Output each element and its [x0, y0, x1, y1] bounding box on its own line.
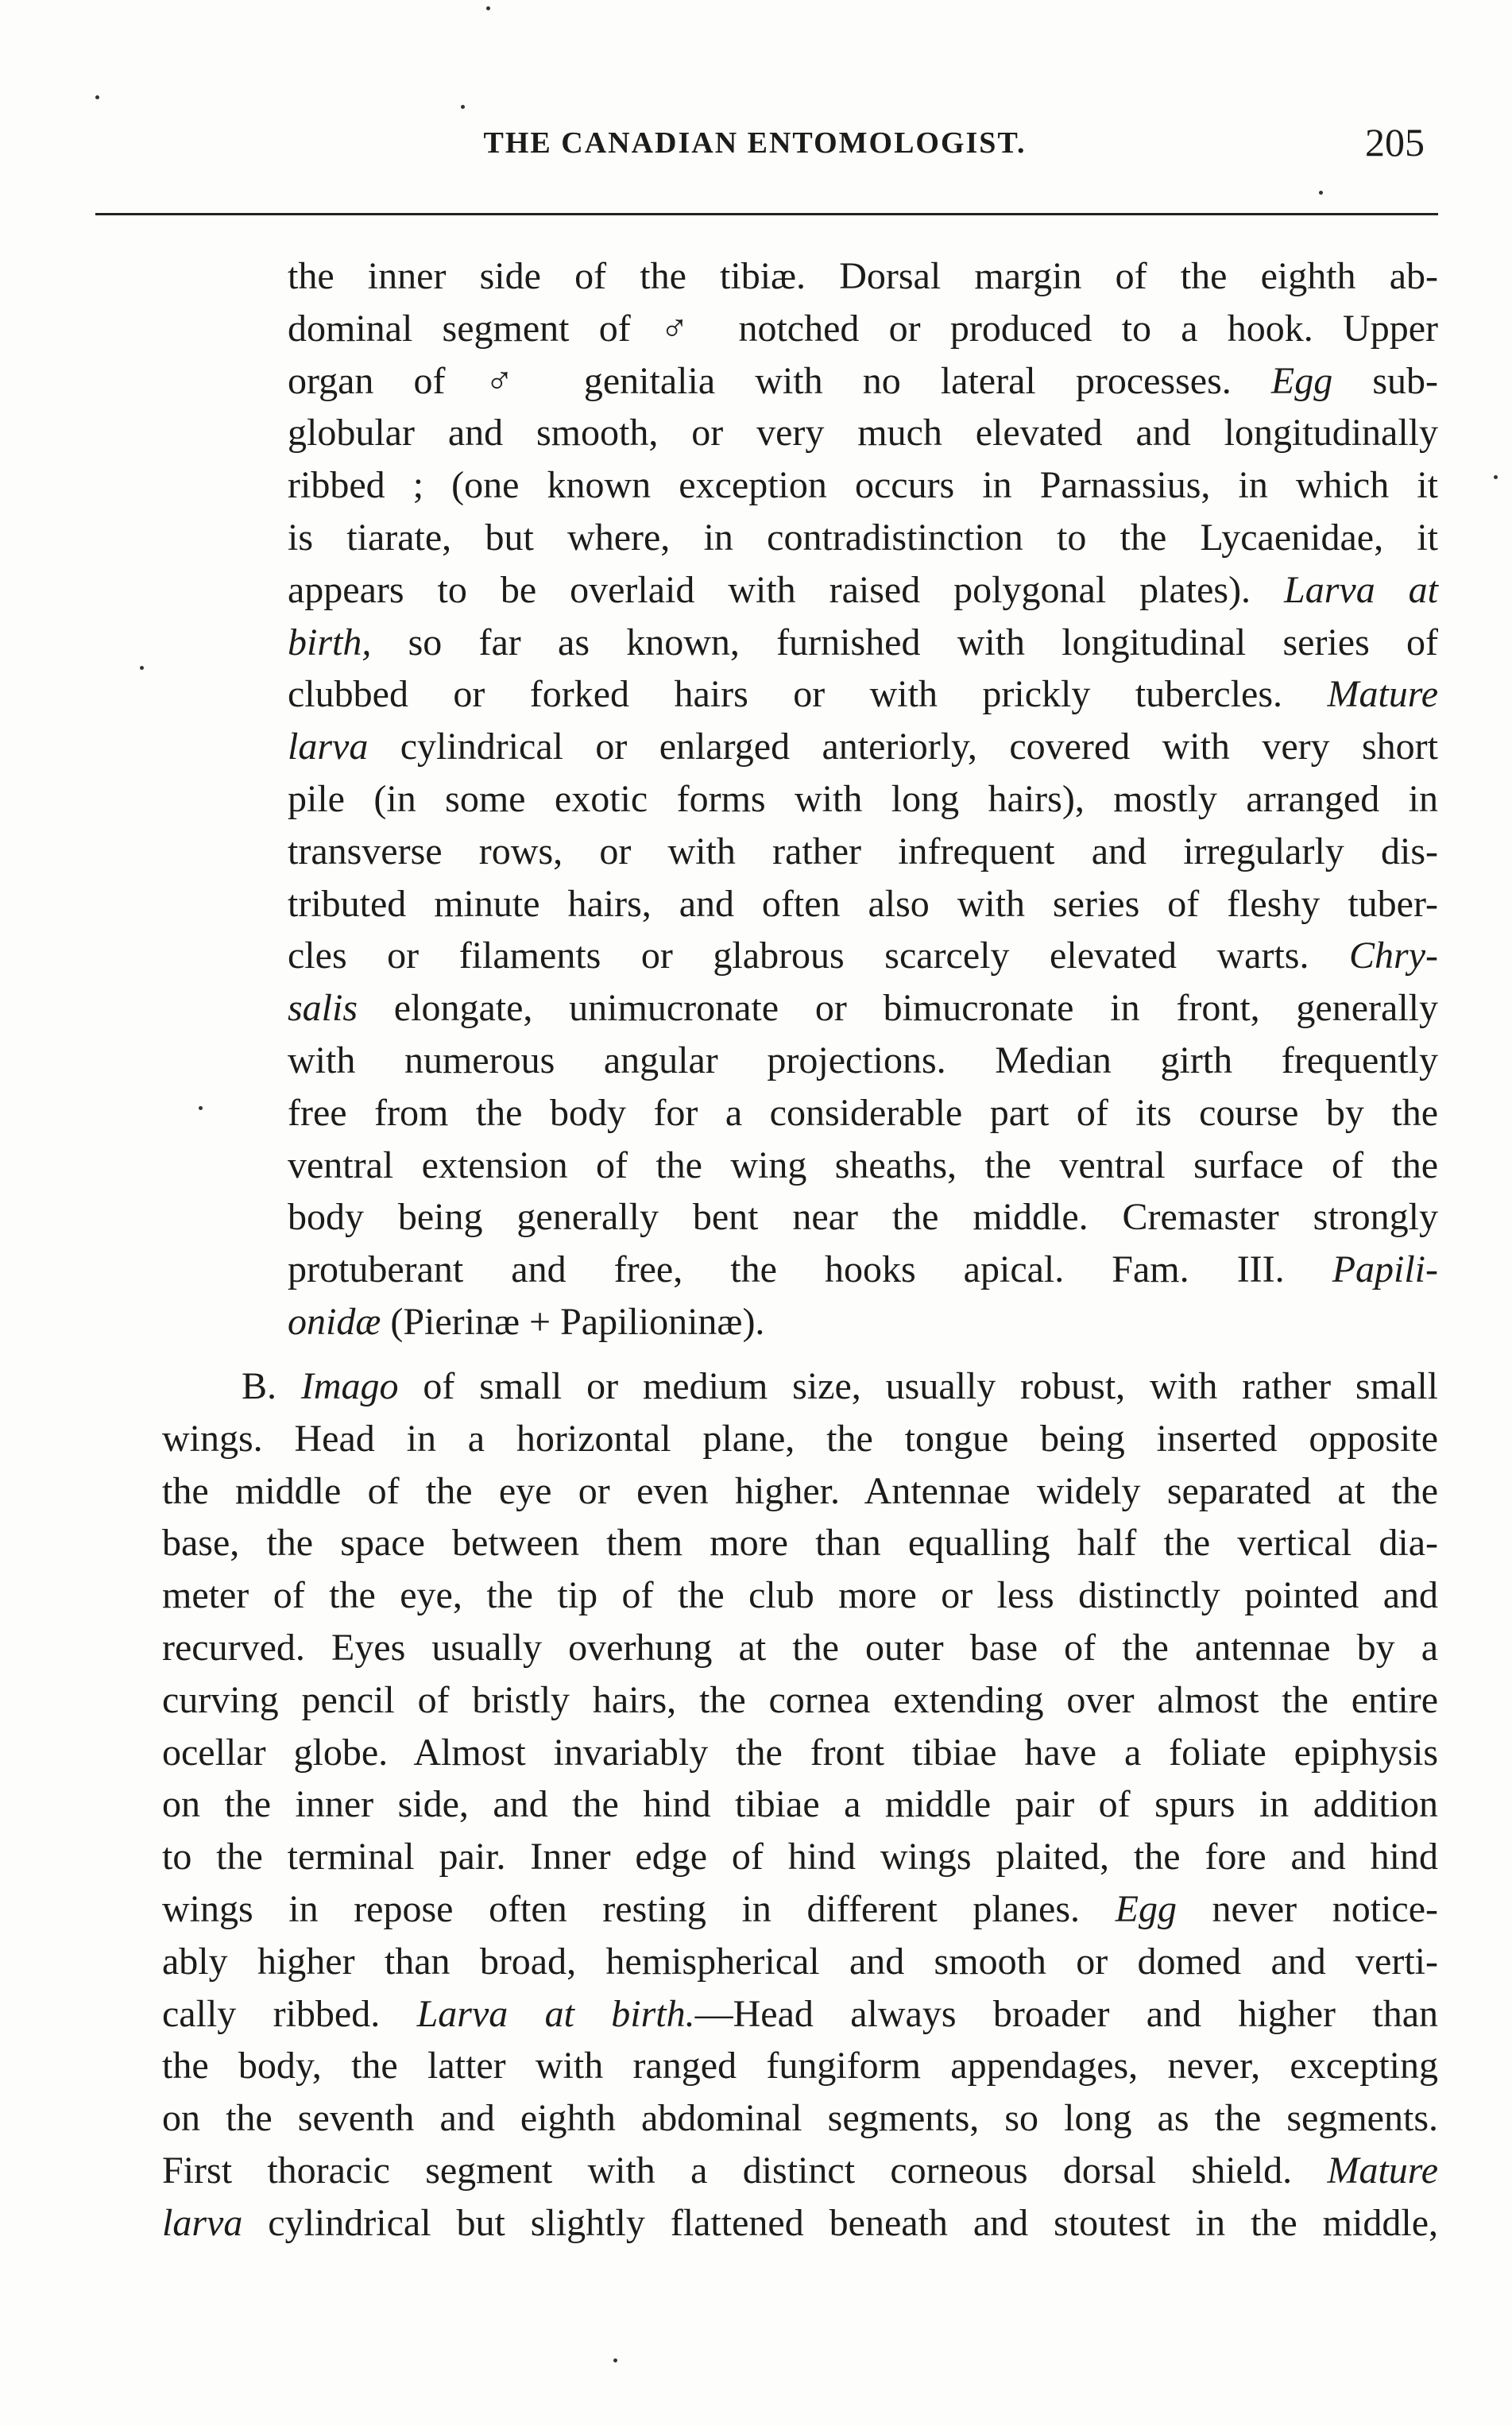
text-line: pile (in some exotic forms with long hairs), mostly arranged in [288, 777, 1438, 820]
text-line: ventral extension of the wing sheaths, the ventral surface of the [288, 1143, 1438, 1186]
text-line: on the seventh and eighth abdominal segments, so long as the segments. [162, 2097, 1438, 2140]
print-speck [461, 105, 465, 109]
text-line: transverse rows, or with rather infrequent and irregularly dis- [288, 830, 1438, 873]
text-line: onidæ (Pierinæ + Papilioninæ). [288, 1300, 765, 1343]
page-number: 205 [1365, 120, 1425, 164]
text-line: salis elongate, unimucronate or bimucronate in front, generally [288, 987, 1438, 1030]
text-line: meter of the eye, the tip of the club more or less distinctly pointed and [162, 1574, 1438, 1617]
text-line: larva cylindrical or enlarged anteriorly, covered with very short [288, 725, 1438, 768]
text-line: the middle of the eye or even higher. Antennae widely separated at the [162, 1469, 1438, 1512]
text-line: cally ribbed. Larva at birth.—Head always broader and higher than [162, 1992, 1439, 2035]
header-rule [95, 213, 1438, 215]
text-line: the inner side of the tibiæ. Dorsal margin of the eighth ab- [288, 255, 1438, 297]
paragraph-1 [288, 250, 1438, 1348]
text-line: larva cylindrical but slightly flattened beneath and stoutest in the middle, [162, 2201, 1438, 2244]
text-line: free from the body for a considerable part of its course by the [288, 1091, 1438, 1134]
text-line: with numerous angular projections. Median girth frequently [288, 1039, 1438, 1081]
text-line: cles or filaments or glabrous scarcely elevated warts. Chry- [288, 934, 1438, 977]
text-line: tributed minute hairs, and often also with series of fleshy tuber- [288, 882, 1438, 925]
print-speck [1319, 191, 1323, 195]
print-speck [613, 2358, 617, 2362]
print-speck [486, 6, 490, 10]
text-line: recurved. Eyes usually overhung at the outer base of the antennae by a [162, 1626, 1438, 1669]
text-line: wings. Head in a horizontal plane, the tongue being inserted opposite [162, 1417, 1438, 1460]
text-line: dominal segment of ♂ notched or produced to a hook. Upper [288, 307, 1438, 350]
text-line: on the inner side, and the hind tibiae a middle pair of spurs in addition [162, 1783, 1438, 1826]
text-line: body being generally bent near the middle. Cremaster strongly [288, 1196, 1438, 1239]
text-line: base, the space between them more than equalling half the vertical dia- [162, 1522, 1438, 1565]
text-line: B. Imago of small or medium size, usually robust, with rather small [242, 1365, 1439, 1407]
text-line: the body, the latter with ranged fungiform appendages, never, excepting [162, 2045, 1438, 2087]
text-line: birth, so far as known, furnished with longitudinal series of [288, 621, 1438, 664]
text-line: globular and smooth, or very much elevated and longitudinally [288, 412, 1438, 455]
text-line: ocellar globe. Almost invariably the front tibiae have a foliate epiphysis [162, 1731, 1438, 1774]
text-line: curving pencil of bristly hairs, the cornea extending over almost the entire [162, 1678, 1438, 1721]
text-line: wings in repose often resting in different planes. Egg never notice- [162, 1887, 1438, 1930]
text-line: appears to be overlaid with raised polygonal plates). Larva at [288, 568, 1439, 611]
running-head [0, 119, 1512, 167]
paragraph-2 [83, 1360, 1438, 2250]
text-line: First thoracic segment with a distinct corneous dorsal shield. Mature [162, 2149, 1438, 2192]
text-line: is tiarate, but where, in contradistinction to the Lycaenidae, it [288, 516, 1438, 559]
text-line: protuberant and free, the hooks apical. Fam. III. Papili- [288, 1248, 1438, 1291]
print-speck [199, 1106, 203, 1110]
print-speck [1494, 475, 1498, 479]
text-line: organ of ♂ genitalia with no lateral processes. Egg sub- [288, 359, 1438, 402]
text-line: ribbed ; (one known exception occurs in Parnassius, in which it [288, 464, 1438, 507]
text-line: ably higher than broad, hemispherical and smooth or domed and verti- [162, 1940, 1438, 1983]
text-line: to the terminal pair. Inner edge of hind wings plaited, the fore and hind [162, 1836, 1438, 1879]
print-speck [140, 666, 144, 670]
text-line: clubbed or forked hairs or with prickly tubercles. Mature [288, 673, 1438, 716]
print-speck [95, 95, 99, 99]
journal-title: THE CANADIAN ENTOMOLOGIST. [483, 126, 1027, 160]
